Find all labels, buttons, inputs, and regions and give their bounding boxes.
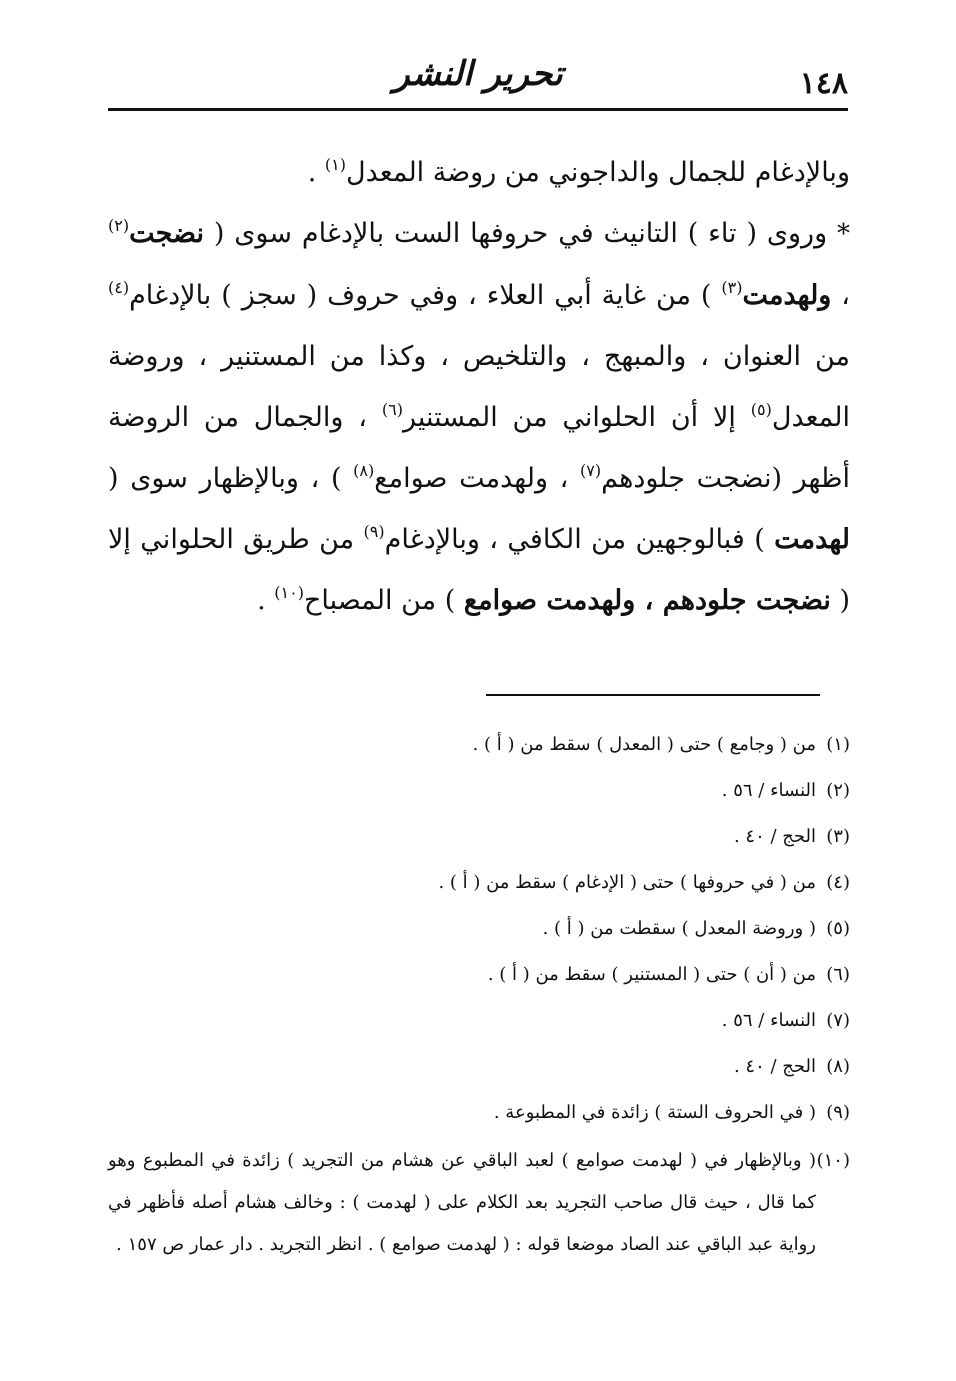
footnote-ref-4[interactable]: (٤) xyxy=(108,277,130,297)
footnote-ref-10[interactable]: (١٠) xyxy=(274,582,304,602)
footnote-ref-5[interactable]: (٥) xyxy=(750,399,772,419)
footnote-text: الحج / ٤٠ . xyxy=(733,826,816,847)
text-segment: ، والجمال من الروضة أظهر (نضجت جلودهم xyxy=(108,402,850,494)
footnote-number: (٢) xyxy=(826,780,850,801)
footnote-ref-1[interactable]: (١) xyxy=(324,154,347,174)
footnotes xyxy=(108,722,850,1266)
text-segment: . xyxy=(257,585,275,616)
footnote-text: ( وروضة المعدل ) سقطت من ( أ ) . xyxy=(542,918,816,939)
text-segment: وبالإدغام للجمال والداجوني من روضة المعدل xyxy=(346,157,850,188)
footnote-number: (٨) xyxy=(826,1056,850,1077)
text-segment: من العنوان ، والمبهج ، والتلخيص ، وكذا من المستنير ، وروضة المعدل xyxy=(108,341,850,433)
text-segment: ) من المصباح xyxy=(303,585,464,616)
footnote-text: من ( أن ) حتى ( المستنير ) سقط من ( أ ) . xyxy=(487,964,816,985)
bold-word: لهدمت xyxy=(774,524,850,555)
footnote-5 xyxy=(108,906,850,952)
footnote-number: (١٠) xyxy=(816,1150,850,1171)
footnote-number: (١) xyxy=(826,734,850,755)
bold-word: ولهدمت xyxy=(742,280,832,311)
footnote-number: (٧) xyxy=(826,1010,850,1031)
footnotes-separator xyxy=(486,694,820,696)
footnote-7 xyxy=(108,998,850,1044)
text-segment: ) فبالوجهين من الكافي ، وبالإدغام xyxy=(384,524,775,555)
footnote-ref-8[interactable]: (٨) xyxy=(353,460,375,480)
star-marker: * xyxy=(837,219,850,249)
footnote-number: (٥) xyxy=(826,918,850,939)
footnote-4 xyxy=(108,860,850,906)
footnote-ref-2[interactable]: (٢) xyxy=(108,215,130,235)
footnote-8 xyxy=(108,1044,850,1090)
footnote-ref-3[interactable]: (٣) xyxy=(721,277,743,297)
footnote-number: (٦) xyxy=(826,964,850,985)
footnote-10 xyxy=(108,1140,850,1266)
footnote-2 xyxy=(108,768,850,814)
paragraph-2 xyxy=(108,203,850,631)
footnote-3 xyxy=(108,814,850,860)
text-segment: وروى ( تاء ) التانيث في حروفها الست بالإدغام سوى ( xyxy=(203,218,837,249)
page-header xyxy=(108,52,848,110)
footnote-ref-7[interactable]: (٧) xyxy=(580,460,602,480)
text-segment: من طريق الحلواني إلا ( xyxy=(108,524,850,616)
footnote-text: الحج / ٤٠ . xyxy=(733,1056,816,1077)
footnote-text: النساء / ٥٦ . xyxy=(721,1010,816,1031)
footnote-9 xyxy=(108,1090,850,1136)
bold-phrase: نضجت جلودهم ، ولهدمت صوامع xyxy=(463,585,831,616)
footnote-text: من ( في حروفها ) حتى ( الإدغام ) سقط من ( أ ) . xyxy=(438,872,816,893)
text-segment: ، xyxy=(831,280,850,311)
header-rule xyxy=(108,108,848,111)
footnote-text: من ( وجامع ) حتى ( المعدل ) سقط من ( أ ) . xyxy=(472,734,816,755)
footnote-number: (٩) xyxy=(826,1102,850,1123)
footnote-number: (٣) xyxy=(826,826,850,847)
page-number: ١٤٨ xyxy=(799,66,848,101)
bold-word: نضجت xyxy=(129,218,204,249)
text-segment: ) ، وبالإظهار سوى ( xyxy=(108,463,354,494)
text-segment: . xyxy=(307,157,325,188)
footnote-text: ( وبالإظهار في ( لهدمت صوامع ) لعبد الباقي عن هشام من التجريد ) زائدة في المطبوع وهو كما قال ، حيث قال صاحب التجريد بعد الكلام على ( لهدمت ) : وخالف هشام أصله فأظهر في رواية عبد الباقي عند الصاد موضعا قوله : ( لهدمت صوامع ) . انظر التجريد . دار عمار ص ١٥٧ . xyxy=(108,1150,816,1255)
footnote-ref-9[interactable]: (٩) xyxy=(363,521,385,541)
text-segment: ، ولهدمت صوامع xyxy=(374,463,581,494)
text-segment: ) من غاية أبي العلاء ، وفي حروف ( سجز ) بالإدغام xyxy=(129,280,722,311)
text-segment: إلا أن الحلواني من المستنير xyxy=(402,402,751,433)
footnote-number: (٤) xyxy=(826,872,850,893)
footnote-text: النساء / ٥٦ . xyxy=(721,780,816,801)
footnote-6 xyxy=(108,952,850,998)
footnote-ref-6[interactable]: (٦) xyxy=(381,399,403,419)
running-title: تحرير النشر xyxy=(393,54,563,94)
paragraph-1 xyxy=(108,142,850,203)
main-text xyxy=(108,142,850,631)
footnote-1 xyxy=(108,722,850,768)
footnote-text: ( في الحروف الستة ) زائدة في المطبوعة . xyxy=(493,1102,816,1123)
